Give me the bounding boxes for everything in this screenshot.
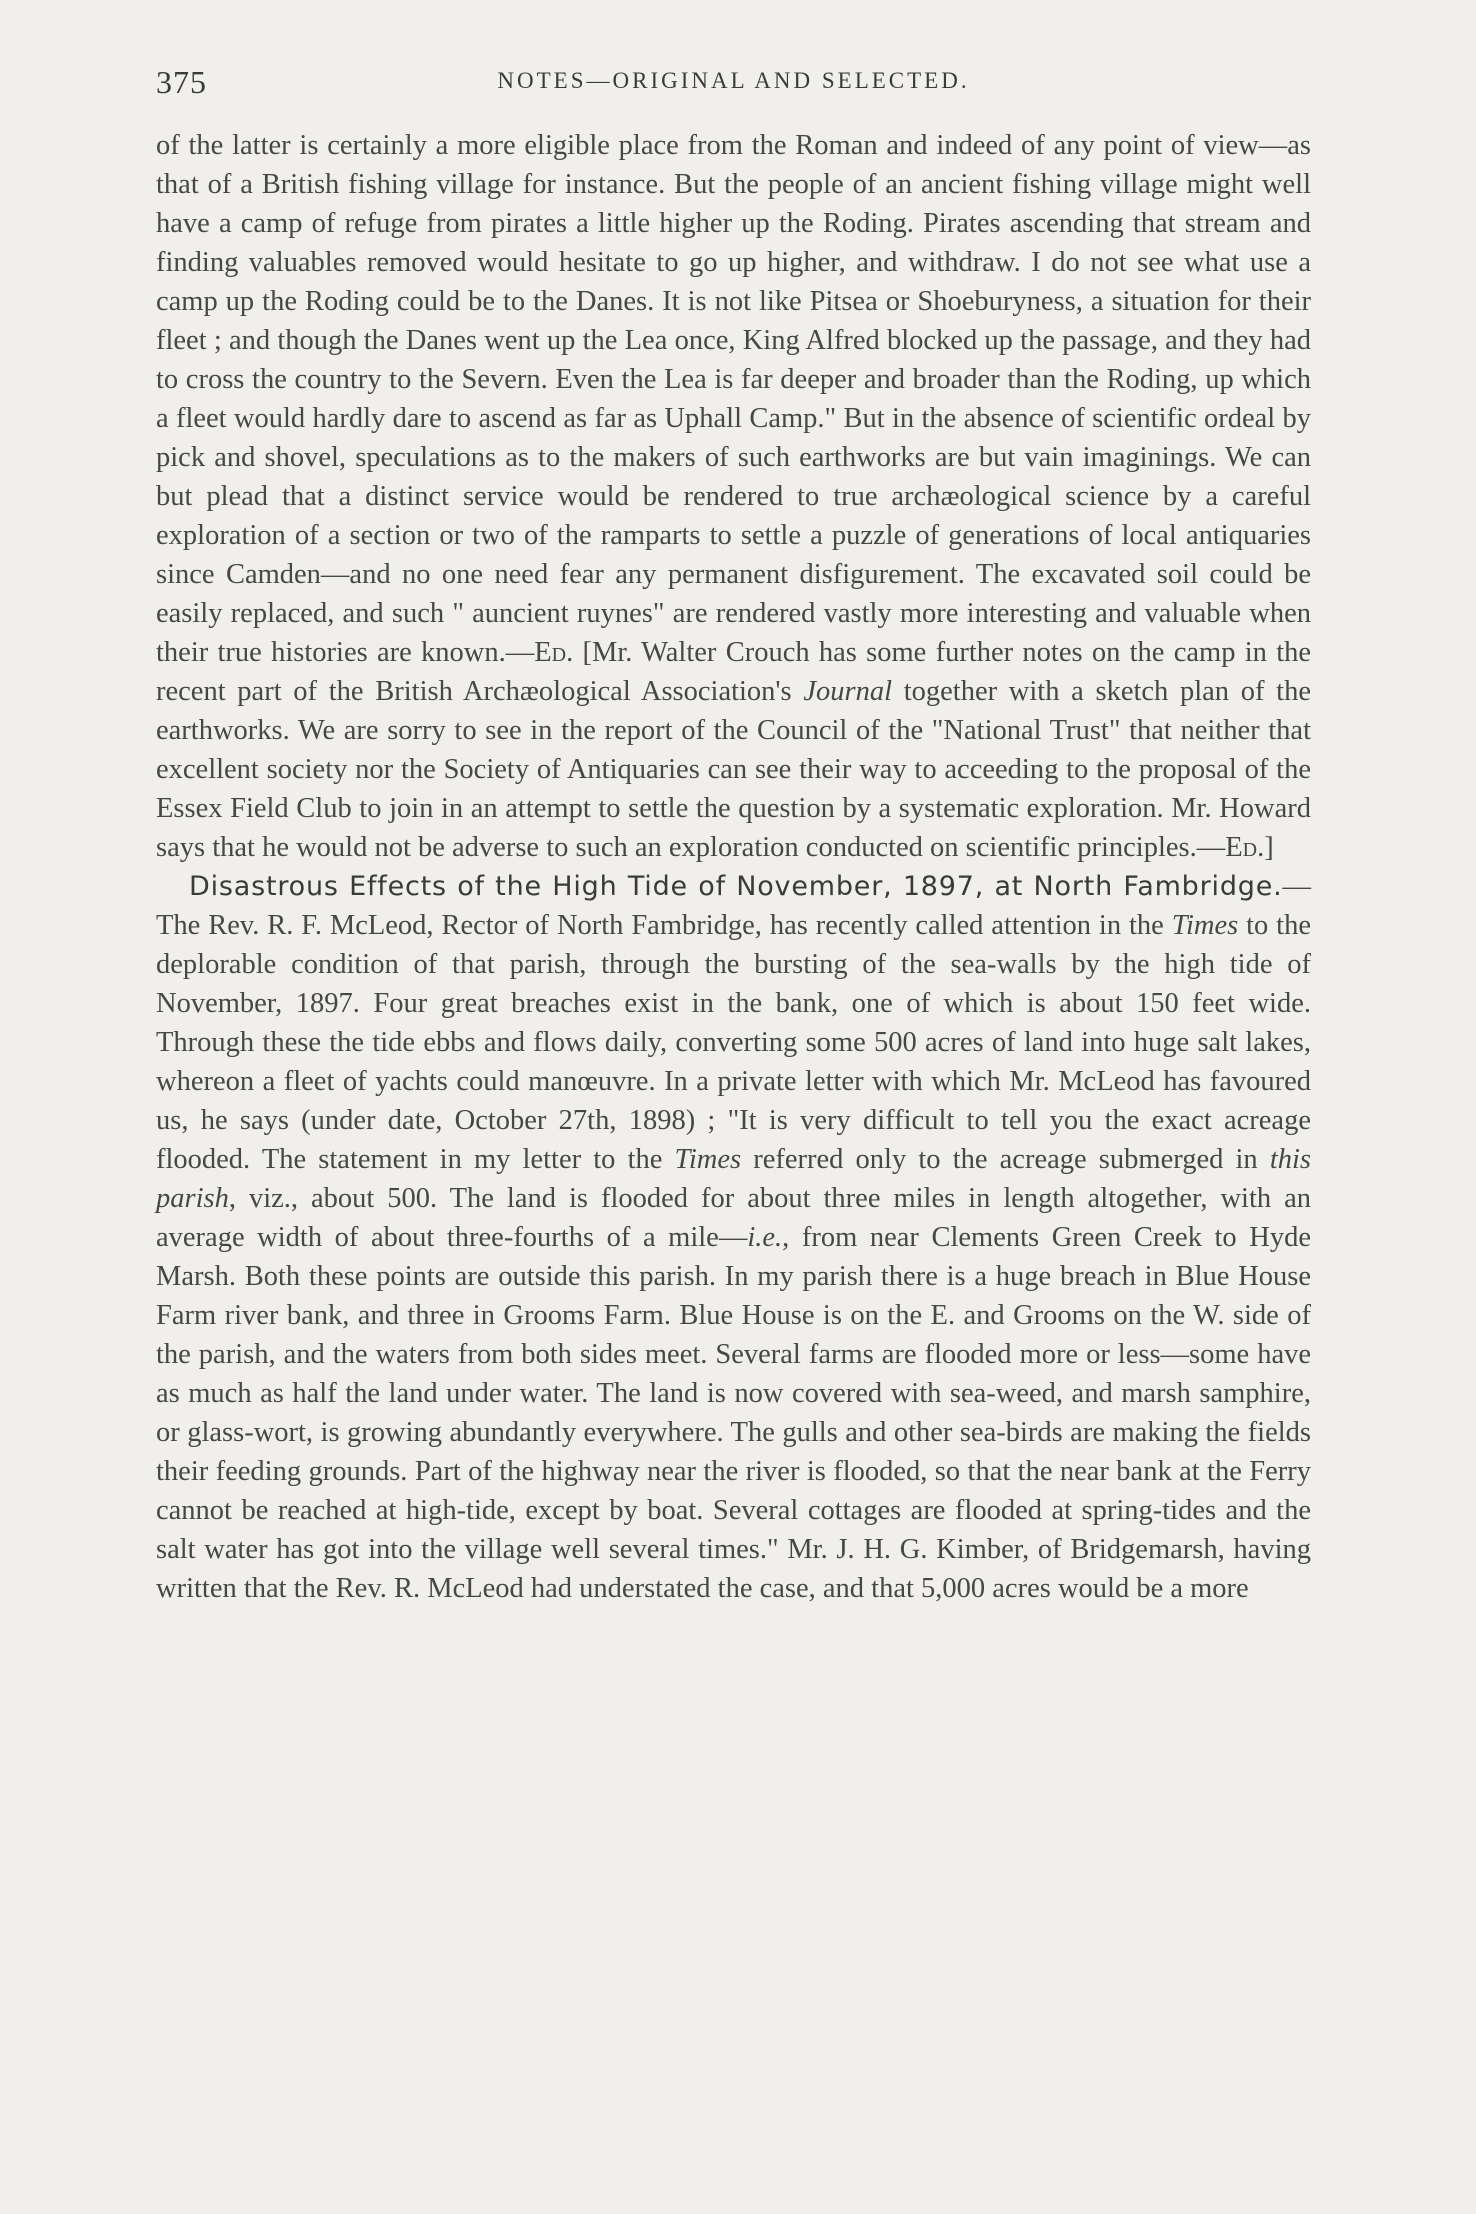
page-number: 375 — [156, 64, 207, 100]
text-span: , from near Clements Green Creek to Hyde Marsh. Both these points are outside this parish. In my parish there is a huge breach in Blue House Farm river bank, and three in Grooms Farm. Blue House is on the E. and Grooms on the W. side of the parish, and the waters from both sides meet. Several farms are flooded more or less—some have as much as half the land under water. The land is now covered with sea-weed, and marsh samphire, or glass-wort, is growing abundantly everywhere. The gulls and other sea-birds are making the fields their feeding grounds. Part of the highway near the river is flooded, so that the near bank at the Ferry cannot be reached at high-tide, except by boat. Several cottages are flooded at spring-tides and the salt water has got into the village well several times." Mr. J. H. G. Kimber, of Bridgemarsh, having written that the Rev. R. McLeod had understated the case, and that 5,000 acres would be a more — [156, 1222, 1311, 1604]
paragraph-north-fambridge — [156, 867, 1311, 1608]
text-span: , viz., about 500. The land is flooded for about three miles in length altogether, with an average width of about three-fourths of a mile— — [156, 1183, 1311, 1253]
running-head — [156, 62, 1311, 106]
emphasis: this parish — [156, 1144, 1311, 1214]
text-span: ] — [1264, 832, 1274, 863]
text-span: referred only to the acreage submerged in — [741, 1144, 1270, 1175]
body-text — [156, 126, 1311, 1608]
text-span: to the deplorable condition of that parish, through the bursting of the sea-walls by the high tide of November, 1897. Four great breaches exist in the bank, one of which is about 150 feet wide. Through these the tide ebbs and flows daily, converting some 500 acres of land into huge salt lakes, whereon a fleet of yachts could manœuvre. In a private letter with which Mr. McLeod has favoured us, he says (under date, October 27th, 1898) ; "It is very difficult to tell you the exact acreage flooded. The statement in my letter to the — [156, 910, 1311, 1175]
editor-mark: Ed. — [1225, 832, 1265, 863]
abbreviation: i.e. — [747, 1222, 783, 1253]
text-span: of the latter is certainly a more eligible place from the Roman and indeed of any point of view—as that of a British fishing village for instance. But the people of an ancient fishing village might well have a camp of refuge from pirates a little higher up the Roding. Pirates ascending that stream and finding valuables removed would hesitate to go up higher, and withdraw. I do not see what use a camp up the Roding could be to the Danes. It is not like Pitsea or Shoeburyness, a situation for their fleet ; and though the Danes went up the Lea once, King Alfred blocked up the passage, and they had to cross the country to the Severn. Even the Lea is far deeper and broader than the Roding, up which a fleet would hardly dare to ascend as far as Uphall Camp." But in the absence of scientific ordeal by pick and shovel, speculations as to the makers of such earthworks are but vain imaginings. We can but plead that a distinct service would be rendered to true archæological science by a careful exploration of a section or two of the ramparts to settle a puzzle of generations of local antiquaries since Camden—and no one need fear any permanent disfigurement. The excavated soil could be easily replaced, and such " auncient ruynes" are rendered vastly more interesting and valuable when their true histories are known.— — [156, 130, 1311, 668]
newspaper-title: Times — [674, 1144, 742, 1175]
text-span: [Mr. Walter Crouch has some further notes on the camp in the recent part of the British Archæological Association's — [156, 637, 1312, 707]
text-span: —The Rev. R. F. McLeod, Rector of North Fambridge, has recently called attention in the — [156, 871, 1311, 941]
editor-mark: Ed. — [534, 637, 574, 668]
section-heading: Disastrous Effects of the High Tide of November, 1897, at North Fambridge. — [189, 871, 1283, 902]
newspaper-title: Times — [1171, 910, 1239, 941]
journal-title: Journal — [803, 676, 893, 707]
paragraph-uphall-camp — [156, 126, 1311, 867]
text-span: together with a sketch plan of the earthworks. We are sorry to see in the report of the Council of the "National Trust" that neither that excellent society nor the Society of Antiquaries can see their way to acceeding to the proposal of the Essex Field Club to join in an attempt to settle the question by a systematic exploration. Mr. Howard says that he would not be adverse to such an exploration conducted on scientific principles.— — [156, 676, 1311, 863]
running-title: NOTES—ORIGINAL AND SELECTED. — [497, 68, 970, 93]
